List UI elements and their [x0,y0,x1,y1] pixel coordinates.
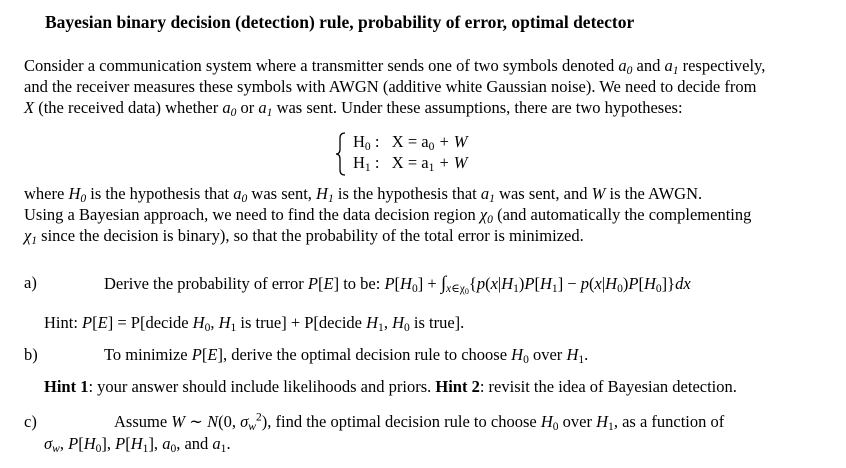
symbol-X: X [24,98,35,117]
item-a-prose: to be: [343,274,381,293]
hint-label: Hint: [44,313,78,332]
intro-text: was sent. Under these assumptions, there are two hypotheses: [276,98,683,117]
item-a-prose: Derive the probability of error [104,274,304,293]
intro-text: or [240,98,255,117]
item-c-line-2: $\sigma_w$, $P[H_0]$, $P[H_1]$, $a_0$, and $a_1$. [44,434,231,455]
where-text: where [24,184,65,203]
hint2-text: : revisit the idea of Bayesian detection. [479,377,737,396]
hyp-label: H [353,132,365,151]
hint-text: is true] + P[decide [240,313,362,332]
item-b-prose: over [532,345,563,364]
hyp-noise: + W [438,153,468,172]
item-b-label: b) [24,345,38,364]
symbol-H0: $H_0$ [68,184,87,205]
symbol-a0: $a_0$ [222,98,237,119]
item-a-hint: Hint: P[E] = P[decide $H_0$, $H_1$ is true] + P[decide $H_1$, $H_0$ is true]. [44,313,465,334]
left-brace-icon [335,132,347,176]
hint-text: = P[decide [117,313,189,332]
item-c-label: c) [24,412,37,431]
item-b-hints [44,377,737,397]
intro-text: respectively, [682,56,766,75]
item-b-prose: , derive the optimal decision rule to choose [222,345,508,364]
hyp-rhs: X = a [391,132,429,151]
symbol-a1: $a_1$ [258,98,273,119]
item-c-prose: Assume [114,412,168,431]
symbol-a0: $a_0$ [618,56,633,77]
symbol-W: W [591,184,606,203]
hint1-label: Hint 1 [44,377,89,396]
intro-text: Consider a communication system where a transmitter sends one of two symbols denoted [24,56,615,75]
where-text: (and automatically the complementing [497,205,752,224]
symbol-H1: $H_1$ [316,184,334,205]
hyp-sub: 1 [364,161,371,174]
where-paragraph [24,183,836,246]
item-a-label: a) [24,273,37,292]
hint-text: is true]. [413,313,465,332]
hyp-sub: 0 [364,140,371,153]
item-a-text: Derive the probability of error P[E] to be: $P[H_0] + \int_{x\in\chi_0}\{p(x|H_1)P[H_1] - p(x|H_0)P[H_0]\}dx$ [104,273,691,296]
where-line-2 [24,204,836,225]
item-c-text: Assume W ∼ N(0, $\sigma_w^2$), find the optimal decision rule to choose $H_0$ over $H_1$, as a function of [114,411,725,433]
intro-line-2: and the receiver measures these symbols with AWGN (additive white Gaussian noise). We need to decide from [24,77,757,96]
intro-text: and [636,56,661,75]
symbol-chi1: $\chi_1$ [24,226,38,247]
formula-PE: P [307,274,318,293]
hyp-noise: + W [438,132,468,151]
symbol-a0: $a_0$ [233,184,248,205]
item-c-prose: , find the optimal decision rule to choose [267,412,537,431]
where-text: was sent, [251,184,312,203]
hint2-label: Hint 2 [435,377,480,396]
item-c-prose: , as a function of [613,412,725,431]
item-b-text: To minimize P[E], derive the optimal decision rule to choose $H_0$ over $H_1$. [104,345,589,366]
hint1-text: : your answer should include likelihoods and priors. [88,377,432,396]
hypothesis-h0: $H_0$ : $X = a_0 + W$ [353,132,468,153]
intro-text: (the received data) whether [38,98,219,117]
hyp-rhs-sub: 0 [428,140,435,153]
where-text: Using a Bayesian approach, we need to find the data decision region [24,205,476,224]
symbol-chi0: $\chi_0$ [479,205,493,226]
item-b-prose: To minimize [104,345,188,364]
where-line-1 [24,183,836,204]
symbol-a1: $a_1$ [480,184,495,205]
where-text: since the decision is binary), so that the probability of the total error is minimized. [41,226,584,245]
where-line-3 [24,225,836,246]
symbol-a1: $a_1$ [664,56,679,77]
item-c-prose: over [562,412,592,431]
where-text: is the hypothesis that [90,184,230,203]
hyp-rhs-sub: 1 [428,161,435,174]
document-title: Bayesian binary decision (detection) rule, probability of error, optimal detector [45,12,635,32]
hyp-rhs: X = a [391,153,429,172]
hypotheses-equation [335,132,535,176]
hypothesis-h1: $H_1$ : $X = a_1 + W$ [353,153,468,174]
hyp-label: H [353,153,365,172]
intro-line-3 [24,97,836,118]
where-text: is the AWGN. [609,184,703,203]
where-text: was sent, and [499,184,588,203]
intro-line-1 [24,55,836,76]
intro-paragraph [24,55,836,118]
where-text: is the hypothesis that [337,184,477,203]
formula-error-integral: P [384,274,395,293]
item-c-prose: and [184,434,209,453]
